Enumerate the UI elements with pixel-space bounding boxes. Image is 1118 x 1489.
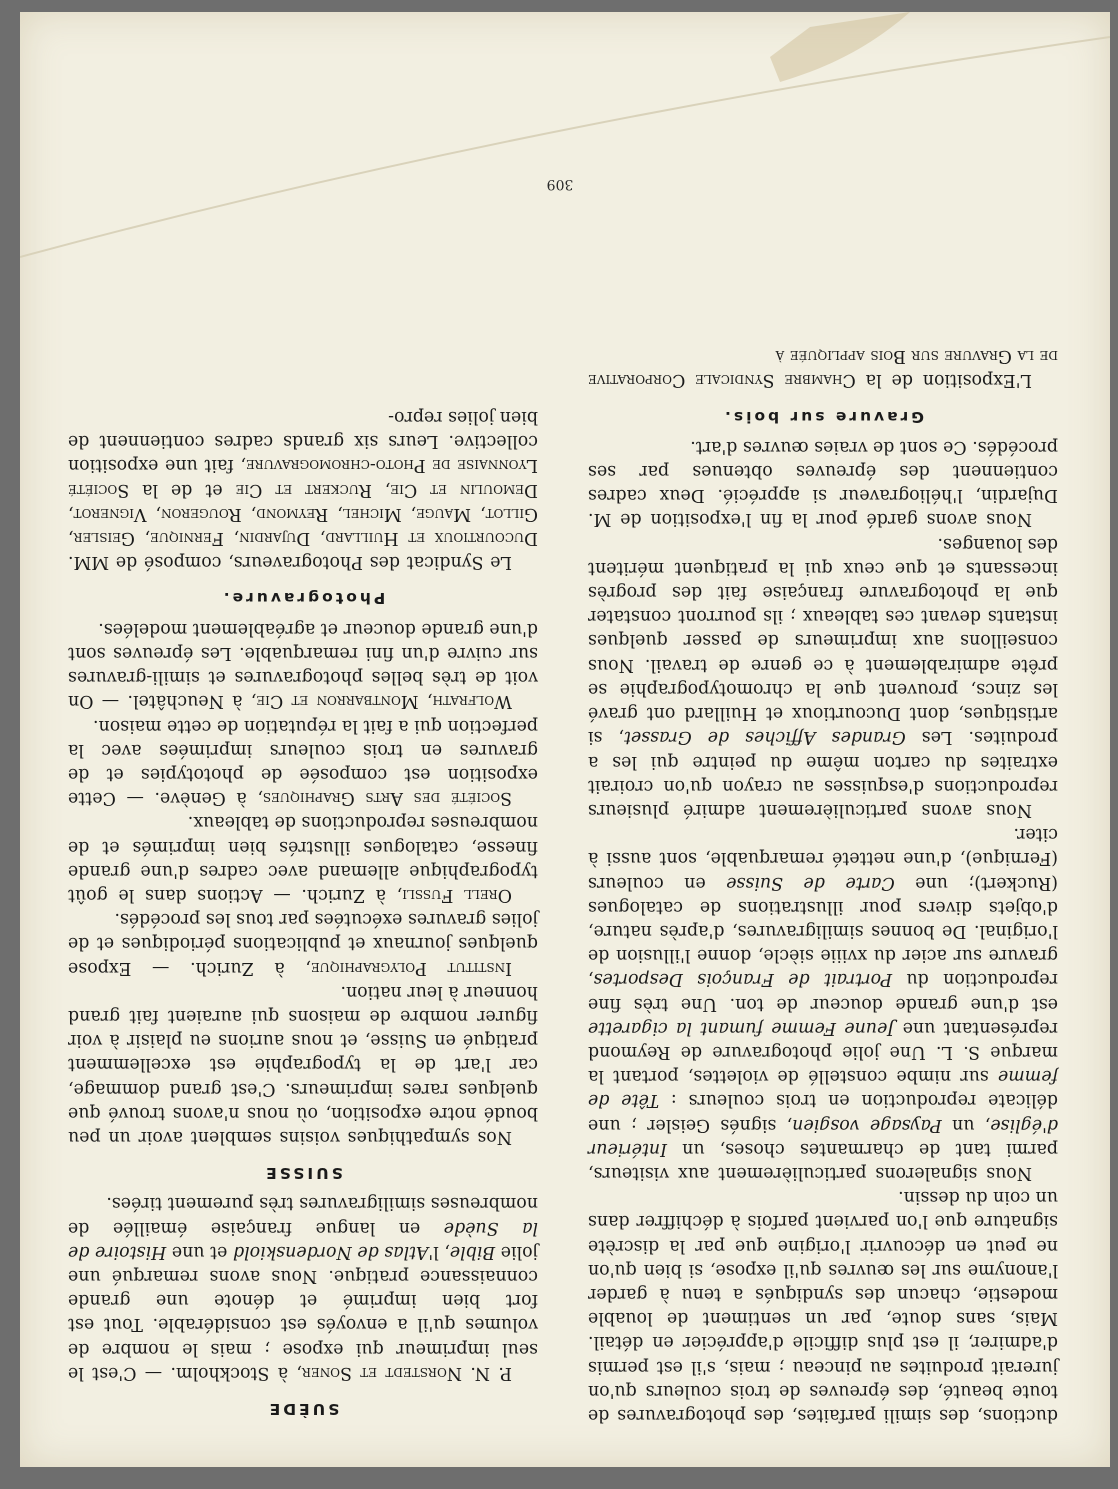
paragraph-sketches: Nous avons particulièrement admiré plusieurs reproductions d'esquisses au crayon qu'on croirait extraites du carton même du peintre qui les a produites. Les Grandes Affiches de Grasset, si artistiques, dont Ducourtioux et Huillard ont gravé les zincs, prouvent que la chromotypographie se prête admirablement à ce genre de travail. Nous conseillons aux imprimeurs de passer quelques instants devant ces tableaux ; ils pourront constater que la photogravure française fait des progrès incessants et que ceux qui la pratiquent méritent des louanges.: [588, 533, 1058, 820]
section-heading-suede: SUÈDE: [266, 1400, 340, 1418]
paragraph-wolfrath: Wolfrath, Montbarron et Cie, à Neuchâtel. — On voit de très belles photogravures et simili-gravures sur cuivre d'un fini remarquable. Les épreuves sont d'une grande douceur et agréablement modelées.: [68, 618, 538, 712]
paragraph-chambre-syndicale: L'Exposition de la Chambre Syndicale Corporative de la Gravure sur Bois appliquée à: [588, 346, 1058, 391]
paragraph-norstedt: P. N. Norstedt et Soner, à Stockholm. — C'est le seul imprimeur qui expose ; mais le nombre de volumes qu'il a envoyés est considérable. Tout est fort bien imprimé et dénote une grande connaissance pratique. Nous avons remarqué une jolie Bible, l'Atlas de Nordenskiold et une Histoire de la Suède en langue française émaillée de nombreuses similigravures très purement tirées.: [68, 1193, 538, 1383]
paragraph-arts-graphiques: Société des Arts Graphiques, à Genève. — Cette exposition est composée de phototypies et de gravures en trois couleurs imprimées avec la perfection qui a fait la réputation de cette maison.: [68, 715, 538, 809]
paper-sheet: [20, 12, 1110, 1467]
page-number: 309: [546, 176, 574, 192]
section-heading-suisse: SUISSE: [263, 1164, 343, 1183]
paragraph-institut-polygraphique: Institut Polygraphique, à Zurich. — Expose quelques journaux et publications périodiques et de jolies gravures exécutées par tous les procédés.: [68, 909, 538, 978]
left-column: [588, 344, 1058, 1427]
paragraph-continuation: ductions, des simili parfaites, des photogravures de toute beauté, des épreuves de trois couleurs qu'on jurerait produites au pinceau ; mais, s'il est permis d'admirer, il est plus difficile d'apprécier en détail. Mais, sans doute, par un sentiment de louable modestie, chacun des syndiqués a tenu à garder l'anonyme sur les œuvres qu'il expose, si bien qu'on ne peut en découvrir l'origine que par la discrète signature que l'on parvient parfois à déchiffrer dans un coin du dessin.: [588, 1187, 1058, 1425]
section-heading-gravure-sur-bois: Gravure sur bois.: [722, 407, 924, 426]
section-heading-photogravure: Photogravure.: [220, 589, 386, 608]
right-column: [68, 405, 538, 1427]
paragraph-syndicat-photograveurs: Le Syndicat des Photograveurs, composé de MM. Ducourtioux et Huillard, Dujardin, Fernique, Geisler, Gillot, Mauge, Michel, Reymond, Rougeron, Vignerot, Demoulin et Cie, Ruckert et Cie et de la Société Lyonnaise de Photo-chromogravure, fait une exposition collective. Leurs six grands cadres contiennent de bien jolies repro-: [67, 407, 538, 573]
paragraph-orell-fussli: Orell Fussli, à Zurich. — Actions dans le goût typographique allemand avec cadres d'une grande finesse, catalogues illustrés bien imprimés et de nombreuses reproductions de tableaux.: [67, 812, 538, 905]
paragraph-suisse-intro: Nos sympathiques voisins semblent avoir un peu boudé notre exposition, où nous n'avons trouvé que quelques rares imprimeurs. C'est grand dommage, car l'art de la typographie est excellemment pratiqué en Suisse, et nous aurions eu plaisir à voir figurer nombre de maisons qui auraient fait grand honneur à leur nation.: [68, 981, 538, 1147]
paragraph-dujardin: Nous avons gardé pour la fin l'exposition de M. Dujardin, l'héliograveur si apprécié. Deux cadres contiennent des épreuves obtenues par ses procédés. Ce sont de vraies œuvres d'art.: [588, 436, 1058, 530]
paragraph-visitors: Nous signalerons particulièrement aux visiteurs, parmi tant de charmantes choses, un Intérieur d'église, un Paysage vosgien, signés Geisler ; une délicate reproduction en trois couleurs : Tête de femme sur nimbe constellé de violettes, portant la marque S. L. Une jolie photogravure de Reymond représentant une Jeune Femme fumant la cigarette est d'une grande douceur de ton. Une très fine reproduction du Portrait de François Desportes, gravure sur acier du xviiie siècle, donne l'illusion de l'original. De bonnes similigravures, d'après nature, d'objets divers pour illustrations de catalogues (Ruckert); une Carte de Suisse en couleurs (Fernique), d'une netteté remarquable, sont aussi à citer.: [587, 824, 1058, 1183]
